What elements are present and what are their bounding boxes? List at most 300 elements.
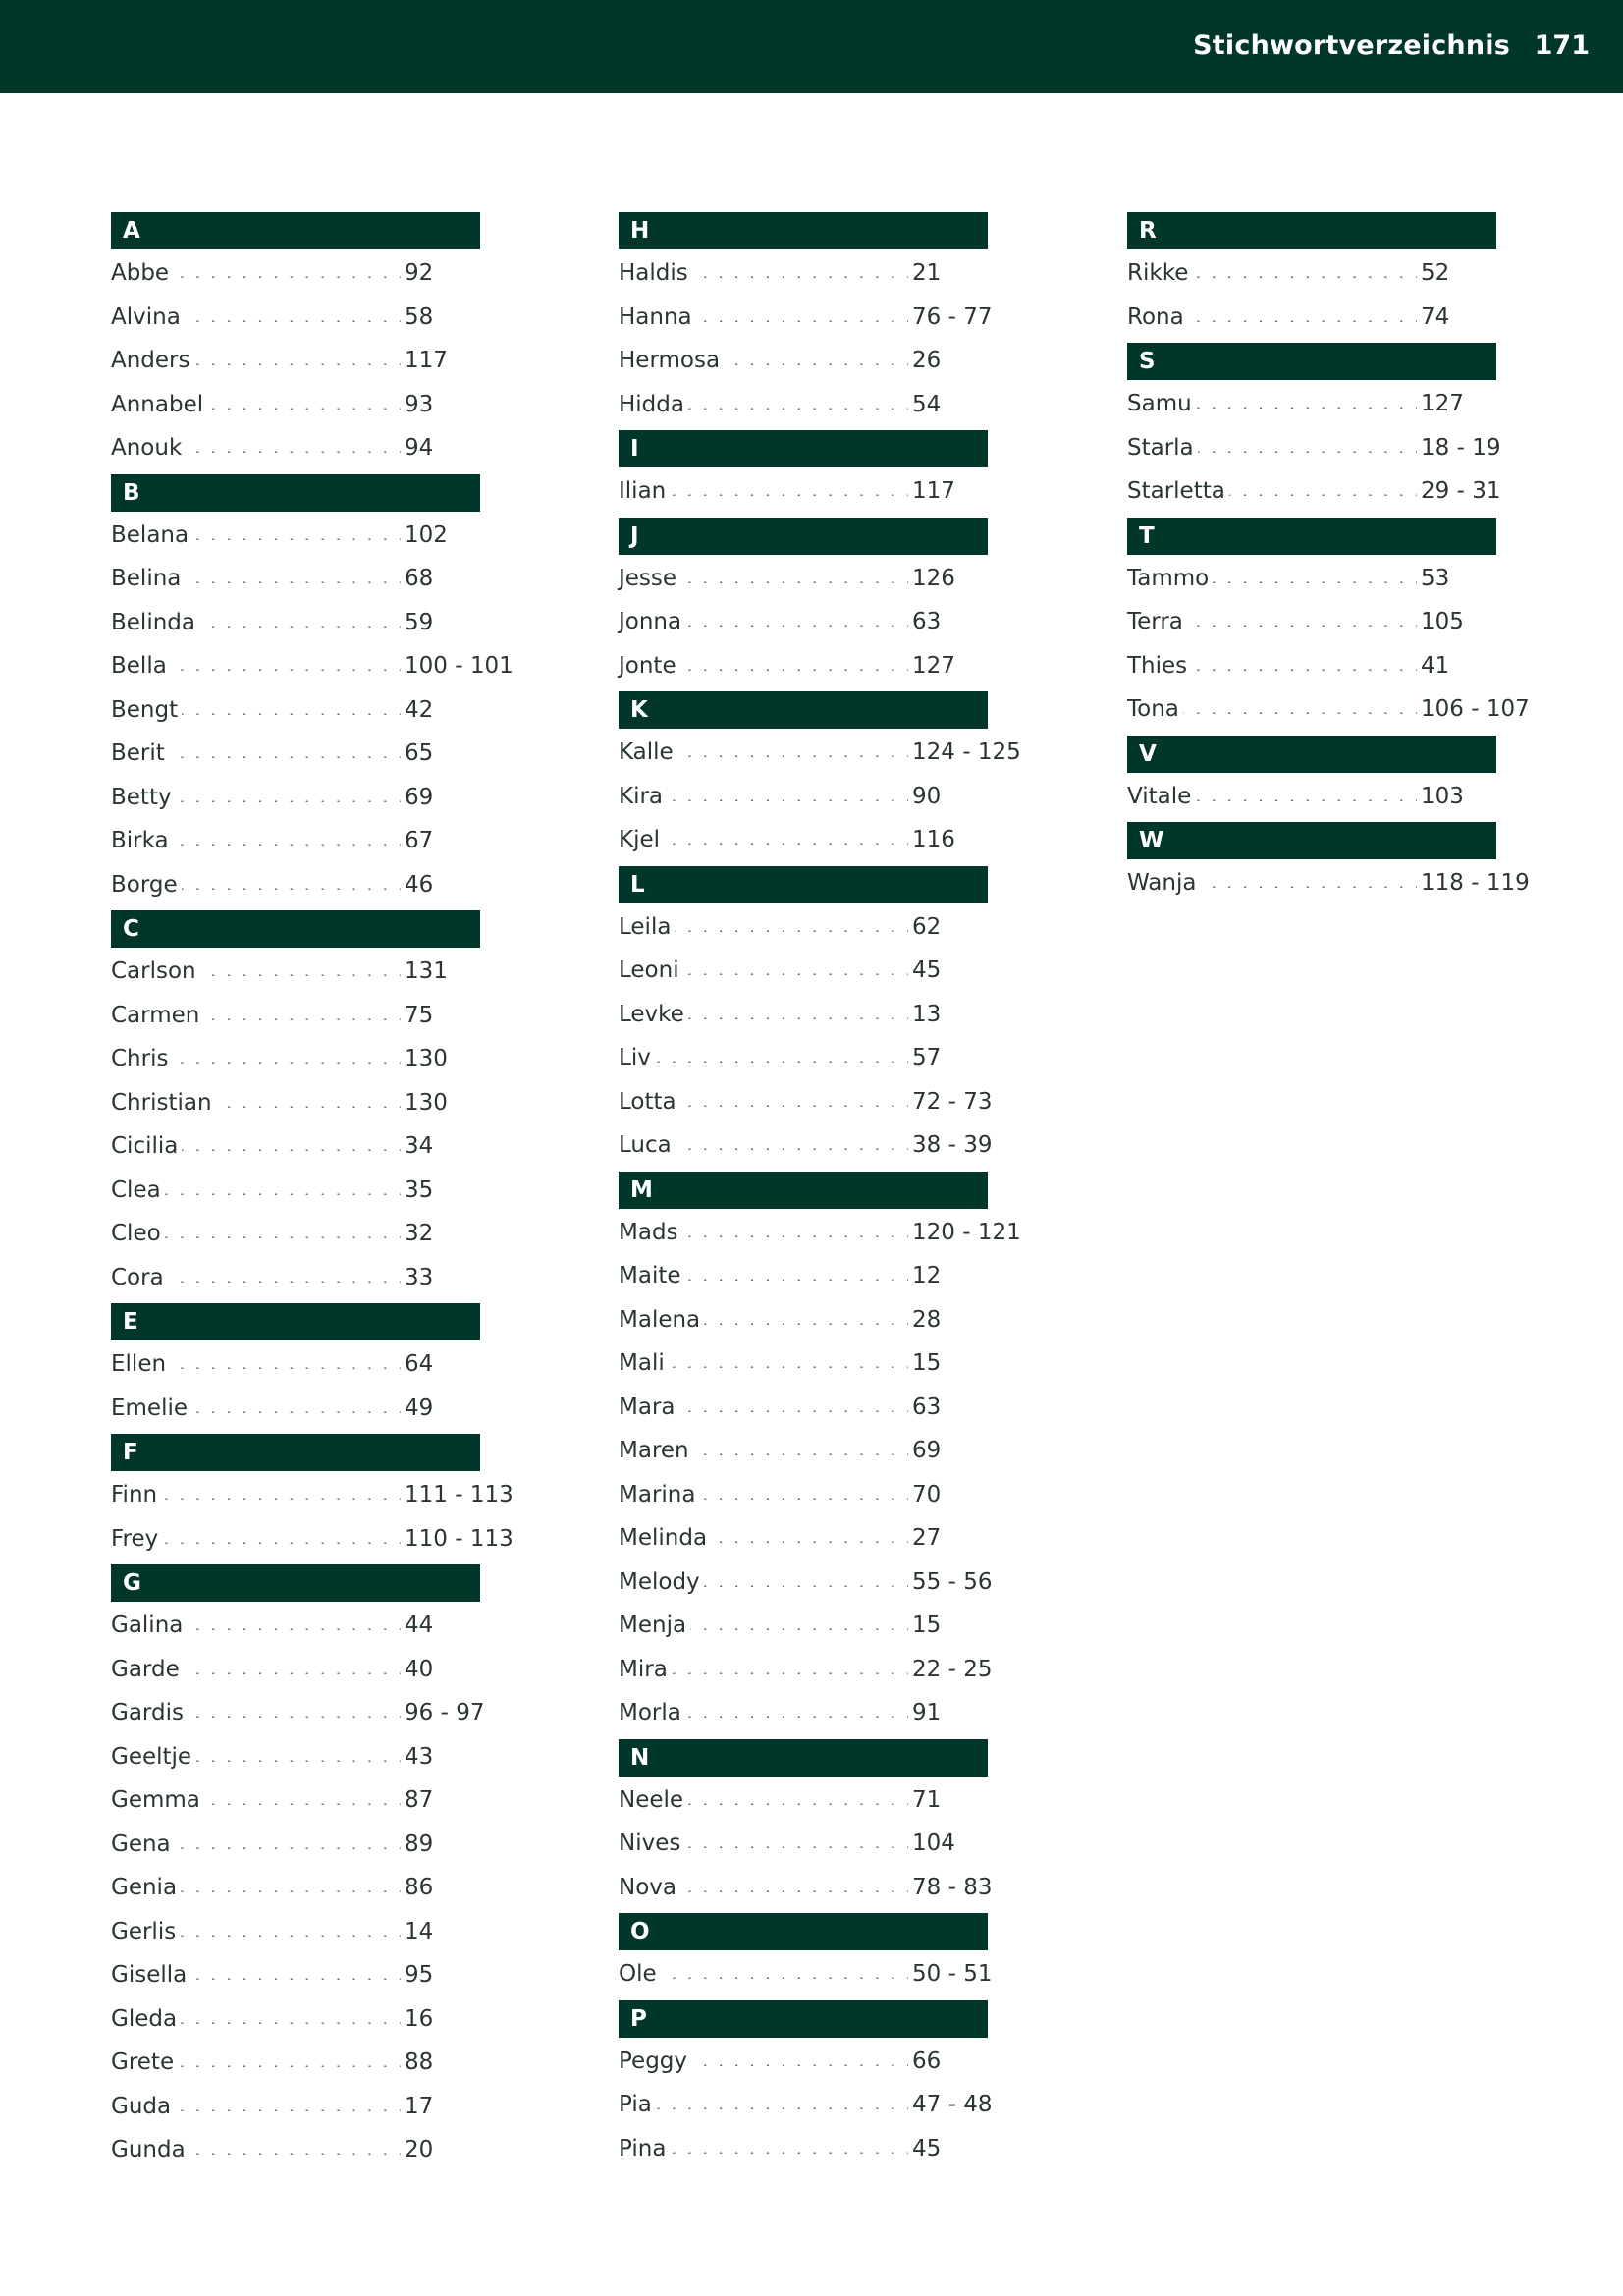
entry-name: Bengt [111, 697, 182, 723]
section-letter: E [123, 1309, 138, 1335]
entry-page-number: 65 [401, 740, 433, 766]
section-letter: M [630, 1176, 653, 1203]
entry-page-number: 64 [401, 1351, 433, 1377]
index-entry [619, 1127, 1031, 1172]
entry-name: Levke [619, 1002, 688, 1027]
section-letter: O [630, 1919, 650, 1944]
index-section [619, 691, 1031, 866]
entry-page-number: 26 [908, 348, 941, 373]
section-header-bar [1127, 822, 1496, 859]
entry-page-number: 50 - 51 [908, 1961, 992, 1987]
entry-page-number: 118 - 119 [1417, 870, 1530, 896]
index-entry [619, 1782, 1031, 1827]
section-letter: B [123, 479, 140, 506]
index-entry [111, 954, 523, 998]
entry-page-number: 75 [401, 1003, 433, 1028]
index-section [1127, 212, 1540, 343]
entry-page-number: 14 [401, 1919, 433, 1944]
section-letter: K [630, 697, 648, 723]
entry-name: Leoni [619, 957, 683, 983]
entry-page-number: 15 [908, 1350, 941, 1376]
entry-page-number: 95 [401, 1962, 433, 1988]
entry-name: Maite [619, 1263, 685, 1288]
index-section [111, 1564, 523, 2176]
entry-name: Maren [619, 1438, 693, 1463]
section-header-bar [619, 212, 988, 249]
entry-page-number: 111 - 113 [401, 1482, 514, 1507]
entry-name: Liv [619, 1045, 655, 1070]
entry-page-number: 33 [401, 1265, 433, 1290]
entry-name: Rona [1127, 304, 1188, 330]
entry-page-number: 91 [908, 1700, 941, 1725]
entry-page-number: 66 [908, 2049, 941, 2074]
entry-name: Bella [111, 653, 171, 679]
entry-page-number: 63 [908, 1394, 941, 1420]
index-entry [619, 1564, 1031, 1609]
entry-name: Birka [111, 828, 173, 853]
index-section [619, 1913, 1031, 2000]
entry-page-number: 16 [401, 2006, 433, 2032]
index-entry [619, 1215, 1031, 1259]
index-entry [111, 2045, 523, 2089]
index-entry [619, 2087, 1031, 2131]
entry-name: Jesse [619, 566, 680, 591]
section-header-bar [619, 866, 988, 903]
index-entry [111, 1216, 523, 1260]
section-letter: H [630, 218, 650, 244]
index-entry [619, 909, 1031, 954]
index-entry [619, 1826, 1031, 1870]
entry-page-number: 67 [401, 828, 433, 853]
index-entry [619, 1302, 1031, 1346]
entry-name: Carlson [111, 958, 200, 984]
index-entry [1127, 255, 1540, 300]
entry-page-number: 41 [1417, 653, 1449, 679]
index-entry [619, 1520, 1031, 1564]
index-entry [111, 998, 523, 1042]
entry-name: Mira [619, 1657, 672, 1682]
entry-page-number: 105 [1417, 609, 1464, 634]
entry-name: Galina [111, 1613, 187, 1638]
section-header-bar [619, 1172, 988, 1209]
entry-name: Cicilia [111, 1133, 182, 1159]
index-entry [111, 430, 523, 474]
index-section [619, 430, 1031, 518]
entry-name: Anders [111, 348, 194, 373]
index-section [1127, 343, 1540, 518]
index-entry [111, 561, 523, 605]
index-section [619, 1172, 1031, 1739]
entry-page-number: 62 [908, 914, 941, 940]
index-entry [111, 1173, 523, 1217]
entry-page-number: 90 [908, 784, 941, 809]
index-entry [619, 343, 1031, 387]
entry-name: Alvina [111, 304, 185, 330]
page-header [0, 0, 1623, 93]
entry-page-number: 38 - 39 [908, 1132, 992, 1158]
entry-page-number: 52 [1417, 260, 1449, 286]
entry-page-number: 59 [401, 610, 433, 635]
index-entry [111, 1957, 523, 2001]
entry-name: Terra [1127, 609, 1187, 634]
index-section [1127, 518, 1540, 736]
section-header-bar [1127, 518, 1496, 555]
entry-name: Abbe [111, 260, 173, 286]
index-entry [1127, 604, 1540, 648]
index-entry [619, 1870, 1031, 1914]
section-letter: F [123, 1440, 138, 1465]
entry-page-number: 45 [908, 2136, 941, 2161]
entry-name: Betty [111, 785, 176, 810]
entry-page-number: 17 [401, 2094, 433, 2119]
entry-page-number: 103 [1417, 784, 1464, 809]
entry-page-number: 55 - 56 [908, 1569, 992, 1595]
index-entry [1127, 561, 1540, 605]
index-entry [111, 1739, 523, 1783]
index-entry [111, 605, 523, 649]
section-letter: J [630, 522, 639, 549]
entry-name: Leila [619, 914, 675, 940]
index-entry [111, 736, 523, 780]
entry-name: Grete [111, 2050, 178, 2075]
entry-page-number: 120 - 121 [908, 1220, 1021, 1245]
index-entry [1127, 386, 1540, 430]
entry-name: Gena [111, 1831, 175, 1857]
section-letter: L [630, 871, 645, 898]
entry-page-number: 34 [401, 1133, 433, 1159]
entry-name: Carmen [111, 1003, 203, 1028]
entry-page-number: 42 [401, 697, 433, 723]
index-entry [619, 1695, 1031, 1739]
entry-name: Belinda [111, 610, 199, 635]
entry-name: Cleo [111, 1221, 165, 1246]
entry-page-number: 92 [401, 260, 433, 286]
entry-page-number: 104 [908, 1831, 955, 1856]
entry-name: Marina [619, 1482, 699, 1507]
index-entry [1127, 779, 1540, 823]
index-entry [111, 1477, 523, 1521]
index-entry [111, 1827, 523, 1871]
dot-leader [619, 1975, 913, 1979]
entry-page-number: 100 - 101 [401, 653, 514, 679]
index-entry [111, 780, 523, 824]
section-header-bar [111, 474, 480, 512]
section-letter: A [123, 218, 140, 244]
index-entry [1127, 300, 1540, 344]
index-entry [111, 255, 523, 300]
index-column-1 [111, 212, 523, 2176]
index-entry [111, 343, 523, 387]
entry-page-number: 76 - 77 [908, 304, 992, 330]
entry-page-number: 58 [401, 304, 433, 330]
section-header-bar [111, 1303, 480, 1340]
index-entry [1127, 865, 1540, 909]
index-entry [619, 2044, 1031, 2088]
index-entry [619, 561, 1031, 605]
entry-name: Menja [619, 1613, 690, 1638]
section-letter: V [1139, 740, 1157, 767]
index-entry [1127, 691, 1540, 736]
entry-name: Melody [619, 1569, 704, 1595]
index-entry [619, 735, 1031, 779]
entry-name: Pina [619, 2136, 670, 2161]
section-header-bar [111, 1434, 480, 1471]
index-section [619, 212, 1031, 430]
entry-name: Wanja [1127, 870, 1200, 896]
entry-name: Kjel [619, 827, 664, 852]
entry-name: Hermosa [619, 348, 724, 373]
section-header-bar [619, 691, 988, 729]
index-entry [111, 1914, 523, 1958]
entry-page-number: 127 [908, 653, 955, 679]
index-entry [111, 1260, 523, 1304]
index-entry [111, 2001, 523, 2046]
index-entry [111, 1782, 523, 1827]
entry-name: Belana [111, 522, 192, 548]
index-entry [111, 1085, 523, 1129]
entry-name: Malena [619, 1307, 704, 1333]
section-header-bar [619, 1739, 988, 1777]
page-number: 171 [1534, 30, 1590, 61]
index-entry [111, 1695, 523, 1739]
entry-page-number: 15 [908, 1613, 941, 1638]
entry-page-number: 78 - 83 [908, 1875, 992, 1900]
entry-name: Rikke [1127, 260, 1192, 286]
entry-name: Emelie [111, 1395, 191, 1421]
dot-leader [619, 1059, 913, 1063]
entry-name: Mali [619, 1350, 669, 1376]
entry-name: Mads [619, 1220, 682, 1245]
index-section [1127, 822, 1540, 909]
entry-page-number: 35 [401, 1177, 433, 1203]
section-header-bar [619, 1913, 988, 1950]
entry-page-number: 69 [401, 785, 433, 810]
section-header-bar [1127, 212, 1496, 249]
index-entry [111, 1521, 523, 1565]
entry-page-number: 124 - 125 [908, 739, 1021, 765]
page-title: Stichwortverzeichnis [1193, 30, 1510, 61]
index-entry [111, 300, 523, 344]
entry-page-number: 29 - 31 [1417, 478, 1500, 504]
section-header-bar [619, 430, 988, 467]
entry-name: Gardis [111, 1700, 188, 1725]
section-letter: C [123, 916, 139, 942]
index-entry [111, 1128, 523, 1173]
index-entry [111, 1346, 523, 1391]
dot-leader [619, 2105, 913, 2109]
entry-name: Morla [619, 1700, 685, 1725]
index-entry [619, 300, 1031, 344]
entry-name: Finn [111, 1482, 161, 1507]
entry-page-number: 43 [401, 1744, 433, 1770]
entry-name: Jonna [619, 609, 685, 634]
section-letter: W [1139, 828, 1164, 853]
entry-name: Neele [619, 1787, 687, 1813]
section-header-bar [111, 1564, 480, 1602]
entry-name: Ellen [111, 1351, 170, 1377]
entry-page-number: 22 - 25 [908, 1657, 992, 1682]
entry-name: Borge [111, 872, 182, 898]
entry-page-number: 54 [908, 392, 941, 417]
entry-name: Starla [1127, 435, 1198, 461]
entry-name: Chris [111, 1046, 172, 1071]
entry-page-number: 106 - 107 [1417, 696, 1530, 722]
entry-page-number: 32 [401, 1221, 433, 1246]
entry-page-number: 45 [908, 957, 941, 983]
index-entry [111, 867, 523, 911]
entry-page-number: 69 [908, 1438, 941, 1463]
index-section [619, 518, 1031, 692]
entry-name: Gleda [111, 2006, 181, 2032]
index-column-3 [1127, 212, 1540, 909]
entry-page-number: 131 [401, 958, 448, 984]
index-entry [619, 473, 1031, 518]
index-entry [619, 953, 1031, 997]
entry-name: Kira [619, 784, 667, 809]
index-entry [619, 1390, 1031, 1434]
entry-page-number: 117 [908, 478, 955, 504]
entry-name: Gunda [111, 2137, 189, 2162]
entry-page-number: 71 [908, 1787, 941, 1813]
section-header-bar [1127, 736, 1496, 773]
index-entry [619, 1040, 1031, 1084]
entry-page-number: 110 - 113 [401, 1526, 514, 1552]
section-header-bar [619, 2000, 988, 2038]
entry-page-number: 68 [401, 566, 433, 591]
entry-page-number: 49 [401, 1395, 433, 1421]
entry-name: Pia [619, 2092, 656, 2117]
entry-page-number: 130 [401, 1046, 448, 1071]
index-entry [111, 2089, 523, 2133]
entry-name: Anouk [111, 435, 186, 461]
section-letter: T [1139, 522, 1155, 549]
index-entry [1127, 430, 1540, 474]
index-entry [619, 997, 1031, 1041]
index-entry [619, 1258, 1031, 1302]
entry-name: Berit [111, 740, 169, 766]
entry-name: Nives [619, 1831, 684, 1856]
entry-name: Tona [1127, 696, 1183, 722]
entry-name: Nova [619, 1875, 680, 1900]
entry-name: Guda [111, 2094, 175, 2119]
section-letter: S [1139, 349, 1156, 374]
entry-name: Christian [111, 1090, 216, 1116]
entry-name: Haldis [619, 260, 692, 286]
index-entry [111, 1652, 523, 1696]
section-letter: R [1139, 218, 1157, 244]
entry-page-number: 53 [1417, 566, 1449, 591]
entry-page-number: 40 [401, 1657, 433, 1682]
index-entry [111, 1041, 523, 1085]
index-entry [619, 387, 1031, 431]
section-header-bar [619, 518, 988, 555]
index-column-2 [619, 212, 1031, 2174]
entry-name: Thies [1127, 653, 1191, 679]
entry-name: Geeltje [111, 1744, 195, 1770]
entry-page-number: 63 [908, 609, 941, 634]
entry-name: Frey [111, 1526, 162, 1552]
index-entry [619, 1608, 1031, 1652]
entry-page-number: 57 [908, 1045, 941, 1070]
index-section [1127, 736, 1540, 823]
index-entry [619, 1477, 1031, 1521]
entry-name: Hidda [619, 392, 688, 417]
entry-name: Gerlis [111, 1919, 180, 1944]
section-letter: P [630, 2005, 647, 2032]
entry-name: Ole [619, 1961, 661, 1987]
entry-page-number: 46 [401, 872, 433, 898]
index-entry [111, 648, 523, 692]
entry-page-number: 88 [401, 2050, 433, 2075]
entry-page-number: 21 [908, 260, 941, 286]
index-entry [111, 823, 523, 867]
index-entry [111, 692, 523, 737]
entry-name: Hanna [619, 304, 696, 330]
section-header-bar [111, 910, 480, 948]
entry-page-number: 89 [401, 1831, 433, 1857]
index-entry [1127, 648, 1540, 692]
section-letter: G [123, 1570, 141, 1596]
entry-page-number: 72 - 73 [908, 1089, 992, 1115]
index-entry [619, 1433, 1031, 1477]
entry-name: Vitale [1127, 784, 1195, 809]
index-section [111, 1303, 523, 1434]
index-section [111, 910, 523, 1303]
index-section [619, 866, 1031, 1172]
entry-page-number: 13 [908, 1002, 941, 1027]
entry-page-number: 47 - 48 [908, 2092, 992, 2117]
index-entry [111, 518, 523, 562]
entry-page-number: 96 - 97 [401, 1700, 484, 1725]
entry-page-number: 44 [401, 1613, 433, 1638]
index-entry [619, 1345, 1031, 1390]
entry-name: Cora [111, 1265, 168, 1290]
entry-name: Peggy [619, 2049, 691, 2074]
index-entry [111, 387, 523, 431]
section-letter: N [630, 1744, 650, 1771]
entry-page-number: 93 [401, 392, 433, 417]
index-entry [619, 648, 1031, 692]
entry-name: Gisella [111, 1962, 190, 1988]
index-entry [111, 2132, 523, 2176]
entry-name: Belina [111, 566, 185, 591]
index-entry [111, 1391, 523, 1435]
entry-page-number: 117 [401, 348, 448, 373]
entry-page-number: 18 - 19 [1417, 435, 1500, 461]
index-entry [111, 1870, 523, 1914]
entry-page-number: 86 [401, 1875, 433, 1900]
entry-name: Melinda [619, 1525, 711, 1551]
section-header-bar [1127, 343, 1496, 380]
entry-page-number: 87 [401, 1787, 433, 1813]
entry-name: Clea [111, 1177, 165, 1203]
entry-page-number: 28 [908, 1307, 941, 1333]
index-section [111, 474, 523, 911]
entry-name: Genia [111, 1875, 181, 1900]
entry-page-number: 127 [1417, 391, 1464, 416]
entry-name: Luca [619, 1132, 676, 1158]
index-entry [619, 255, 1031, 300]
entry-page-number: 27 [908, 1525, 941, 1551]
section-letter: I [630, 436, 639, 462]
index-entry [1127, 473, 1540, 518]
entry-page-number: 116 [908, 827, 955, 852]
entry-name: Kalle [619, 739, 677, 765]
entry-name: Jonte [619, 653, 680, 679]
index-entry [619, 1956, 1031, 2000]
entry-name: Gemma [111, 1787, 204, 1813]
index-entry [619, 604, 1031, 648]
